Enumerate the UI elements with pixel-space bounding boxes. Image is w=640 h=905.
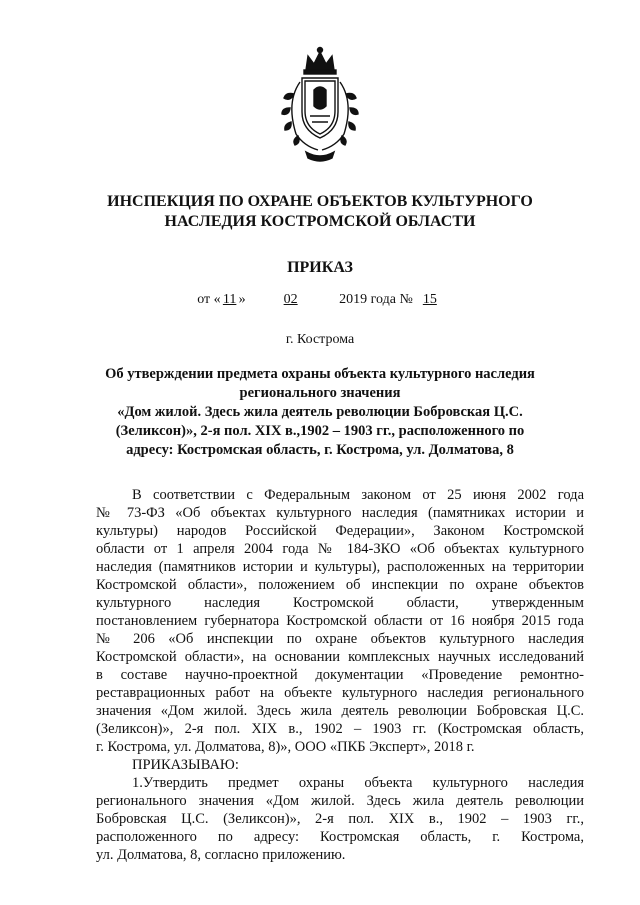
order-item-line: расположенного по адресу: Костромская область, г. Кострома, <box>96 829 584 845</box>
order-item-line: ул. Долматова, 8, согласно приложению. <box>96 847 346 863</box>
preamble-line: реставрационных работ на объекте культурного наследия регионального <box>96 685 584 701</box>
subject-line: регионального значения <box>239 385 401 401</box>
city-line: г. Кострома <box>285 332 355 347</box>
issuing-organization-title <box>60 192 580 232</box>
order-subject <box>95 365 545 460</box>
preamble-line: Костромской области», на основании комплексных научных исследований <box>96 649 584 665</box>
preamble-line: № 73-ФЗ «Об объектах культурного наследия (памятниках истории и <box>96 505 584 521</box>
order-item-line: Бобровская Ц.С. (Зеликсон)», 2-я пол. XIX в., 1902 – 1903 гг., <box>96 811 584 827</box>
document-type-heading: ПРИКАЗ <box>287 259 353 276</box>
preamble-line: наследия (памятников истории и культуры), расположенных на территории <box>96 559 584 575</box>
subject-line: Об утверждении предмета охраны объекта культурного наследия <box>105 366 535 382</box>
preamble-line: № 206 «Об инспекции по охране объектов культурного наследия <box>96 631 584 647</box>
org-title-line: НАСЛЕДИЯ КОСТРОМСКОЙ ОБЛАСТИ <box>164 213 476 230</box>
preamble-line: культурного наследия Костромской области, утвержденным <box>96 595 584 611</box>
preamble-line: постановлением губернатора Костромской области от 16 ноября 2015 года <box>96 613 584 629</box>
org-title-line: ИНСПЕКЦИЯ ПО ОХРАНЕ ОБЪЕКТОВ КУЛЬТУРНОГО <box>107 193 533 210</box>
preamble-line: значения «Дом жилой. Здесь жила деятель революции Бобровская Ц.С. <box>96 703 584 719</box>
subject-line: адресу: Костромская область, г. Кострома, ул. Долматова, 8 <box>126 442 514 458</box>
preamble-line: в составе научно-проектной документации «Проведение ремонтно- <box>96 667 584 683</box>
preamble-line: культуры) народов Российской Федерации», Законом Костромской <box>96 523 584 539</box>
date-month: 02 <box>283 292 298 307</box>
date-day-close: » <box>238 292 246 307</box>
order-directive-word: ПРИКАЗЫВАЮ: <box>132 757 239 773</box>
date-prefix: от « <box>197 292 221 307</box>
preamble-line: В соответствии с Федеральным законом от 25 июня 2002 года <box>132 487 584 503</box>
subject-line: (Зеликсон)», 2-я пол. XIX в.,1902 – 1903 гг., расположенного по <box>115 423 525 439</box>
order-body <box>96 486 584 864</box>
order-item-line: регионального значения «Дом жилой. Здесь жила деятель революции <box>96 793 584 809</box>
order-number: 15 <box>422 292 437 307</box>
order-date-number-line <box>60 290 580 310</box>
preamble-line: г. Кострома, ул. Долматова, 8)», ООО «ПКБ Эксперт», 2018 г. <box>96 739 475 755</box>
preamble-line: Костромской области», положением об инспекции по охране объектов <box>96 577 584 593</box>
date-year-text: 2019 года № <box>339 292 413 307</box>
coat-of-arms-emblem <box>270 42 370 167</box>
date-day: 11 <box>222 292 237 307</box>
preamble-line: области от 1 апреля 2004 года № 184-ЗКО «Об объектах культурного <box>96 541 584 557</box>
order-item-line: 1.Утвердить предмет охраны объекта культурного наследия <box>132 775 584 791</box>
preamble-line: (Зеликсон)», 2-я пол. XIX в., 1902 – 1903 гг. (Костромская область, <box>96 721 584 737</box>
subject-line: «Дом жилой. Здесь жила деятель революции Бобровская Ц.С. <box>117 404 523 420</box>
